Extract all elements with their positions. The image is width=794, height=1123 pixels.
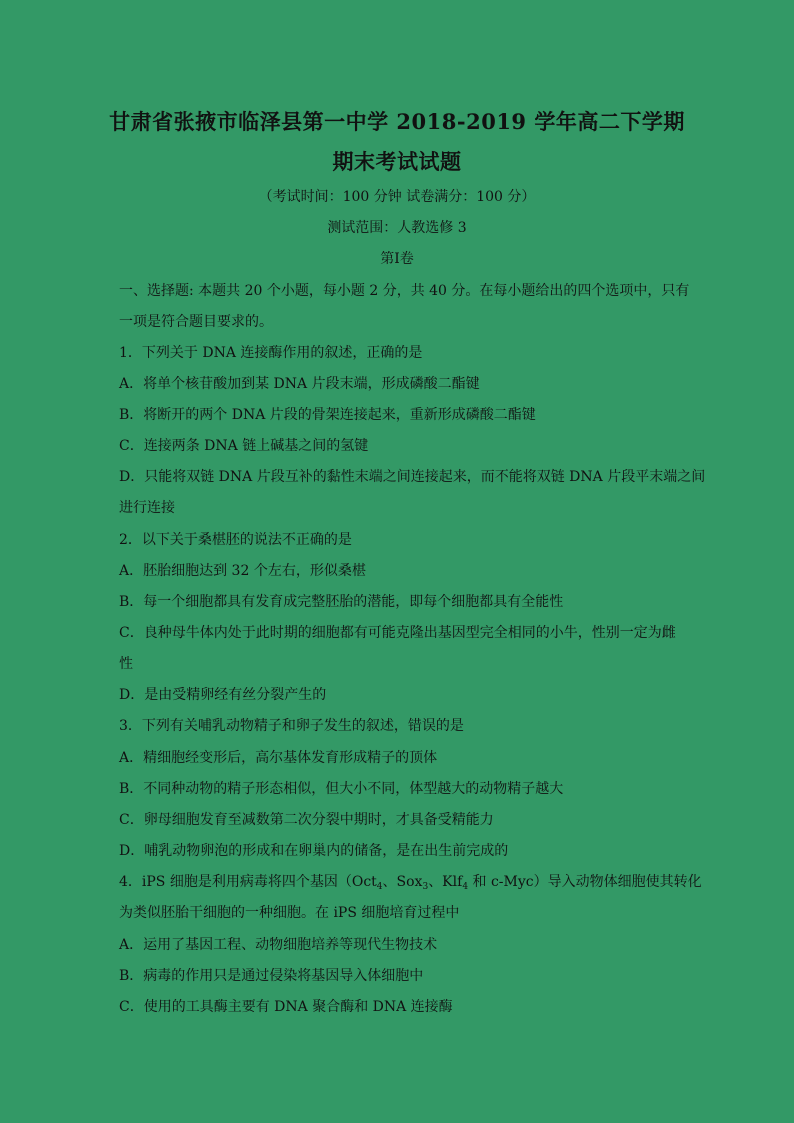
question-3-option-d: D．哺乳动物卵泡的形成和在卵巢内的储备，是在出生前完成的 bbox=[119, 843, 509, 859]
question-3-option-c: C．卵母细胞发育至减数第二次分裂中期时，才具备受精能力 bbox=[119, 812, 494, 828]
test-scope: 测试范围：人教选修 3 bbox=[327, 220, 467, 236]
question-4-option-a: A．运用了基因工程、动物细胞培养等现代生物技术 bbox=[119, 937, 438, 953]
question-4-option-c: C．使用的工具酶主要有 DNA 聚合酶和 DNA 连接酶 bbox=[119, 999, 453, 1015]
question-1-option-c: C．连接两条 DNA 链上碱基之间的氢键 bbox=[119, 438, 369, 454]
question-1-stem: 1．下列关于 DNA 连接酶作用的叙述，正确的是 bbox=[119, 345, 423, 361]
question-3-option-b: B．不同种动物的精子形态相似，但大小不同，体型越大的动物精子越大 bbox=[119, 781, 564, 797]
section-intro-line-2: 一项是符合题目要求的。 bbox=[119, 314, 273, 330]
oct-subscript: 4 bbox=[376, 882, 383, 892]
question-1-option-d-line-2: 进行连接 bbox=[119, 500, 175, 516]
question-2-option-c-line-2: 性 bbox=[119, 656, 133, 672]
document-title-line-1: 甘肃省张掖市临泽县第一中学 2018-2019 学年高二下学期 bbox=[109, 109, 685, 134]
question-4-stem-part: 、Klf bbox=[428, 874, 463, 890]
question-3-stem: 3．下列有关哺乳动物精子和卵子发生的叙述，错误的是 bbox=[119, 718, 464, 734]
section-intro-line-1: 一、选择题: 本题共 20 个小题，每小题 2 分，共 40 分。在每小题给出的四个选项中，只有 bbox=[119, 283, 690, 299]
question-4-stem-part: 、Sox bbox=[382, 874, 423, 890]
question-3-option-a: A．精细胞经变形后，高尔基体发育形成精子的顶体 bbox=[119, 750, 438, 766]
klf-subscript: 4 bbox=[462, 882, 469, 892]
sox-subscript: 3 bbox=[422, 882, 429, 892]
volume-heading: 第Ⅰ卷 bbox=[380, 251, 414, 267]
question-4-stem-part: 4．iPS 细胞是利用病毒将四个基因（Oct bbox=[119, 874, 377, 890]
question-2-option-a: A．胚胎细胞达到 32 个左右，形似桑椹 bbox=[119, 563, 366, 579]
question-2-option-d: D．是由受精卵经有丝分裂产生的 bbox=[119, 687, 327, 703]
exam-info: （考试时间：100 分钟 试卷满分：100 分） bbox=[258, 189, 536, 205]
question-2-stem: 2．以下关于桑椹胚的说法不正确的是 bbox=[119, 532, 352, 548]
question-1-option-d-line-1: D．只能将双链 DNA 片段互补的黏性末端之间连接起来，而不能将双链 DNA 片段平末端之间 bbox=[119, 469, 706, 485]
question-2-option-c-line-1: C．良种母牛体内处于此时期的细胞都有可能克隆出基因型完全相同的小牛，性别一定为雌 bbox=[119, 625, 676, 641]
document-title-line-2: 期末考试试题 bbox=[332, 149, 462, 174]
question-1-option-b: B．将断开的两个 DNA 片段的骨架连接起来，重新形成磷酸二酯键 bbox=[119, 407, 536, 423]
question-4-stem-line-2: 为类似胚胎干细胞的一种细胞。在 iPS 细胞培育过程中 bbox=[119, 905, 460, 921]
question-4-option-b: B．病毒的作用只是通过侵染将基因导入体细胞中 bbox=[119, 968, 424, 984]
question-2-option-b: B．每一个细胞都具有发育成完整胚胎的潜能，即每个细胞都具有全能性 bbox=[119, 594, 564, 610]
question-4-stem-line-1 bbox=[119, 871, 702, 892]
question-4-stem-part: 和 c-Myc）导入动物体细胞使其转化 bbox=[468, 874, 702, 890]
question-1-option-a: A．将单个核苷酸加到某 DNA 片段末端，形成磷酸二酯键 bbox=[119, 376, 480, 392]
